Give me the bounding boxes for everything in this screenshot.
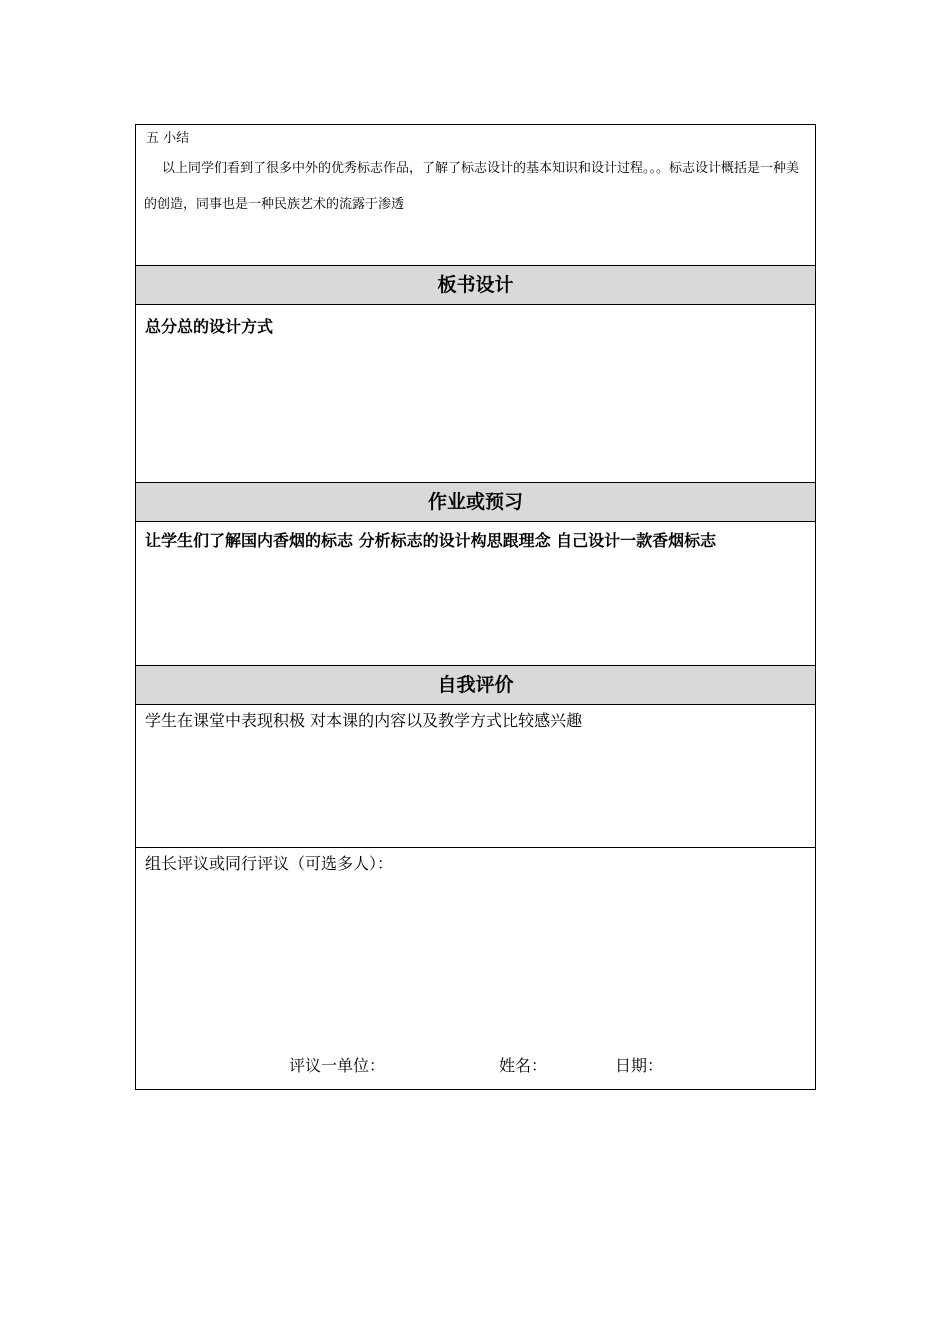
homework-content: 让学生们了解国内香烟的标志 分析标志的设计构思跟理念 自己设计一款香烟标志 [145, 531, 717, 550]
summary-body: 以上同学们看到了很多中外的优秀标志作品，了解了标志设计的基本知识和设计过程。。。标志设计概括是一种美的创造，同事也是一种民族艺术的流露于渗透 [144, 161, 800, 212]
lesson-plan-form [135, 124, 816, 1090]
name-label: 姓名： [499, 1056, 548, 1075]
summary-section [136, 125, 815, 265]
self-evaluation-header: 自我评价 [136, 665, 815, 704]
board-design-content: 总分总的设计方式 [145, 317, 274, 336]
date-label: 日期： [615, 1056, 664, 1075]
summary-title: 五 小结 [146, 131, 190, 146]
board-design-header: 板书设计 [136, 265, 815, 304]
homework-section [136, 521, 815, 665]
peer-review-section [136, 847, 815, 1089]
unit-label: 评议一单位： [289, 1056, 386, 1075]
peer-review-label: 组长评议或同行评议（可选多人）： [145, 854, 394, 873]
homework-header: 作业或预习 [136, 482, 815, 521]
self-evaluation-content: 学生在课堂中表现积极 对本课的内容以及教学方式比较感兴趣 [145, 711, 583, 730]
board-design-section [136, 304, 815, 482]
self-evaluation-section [136, 704, 815, 847]
